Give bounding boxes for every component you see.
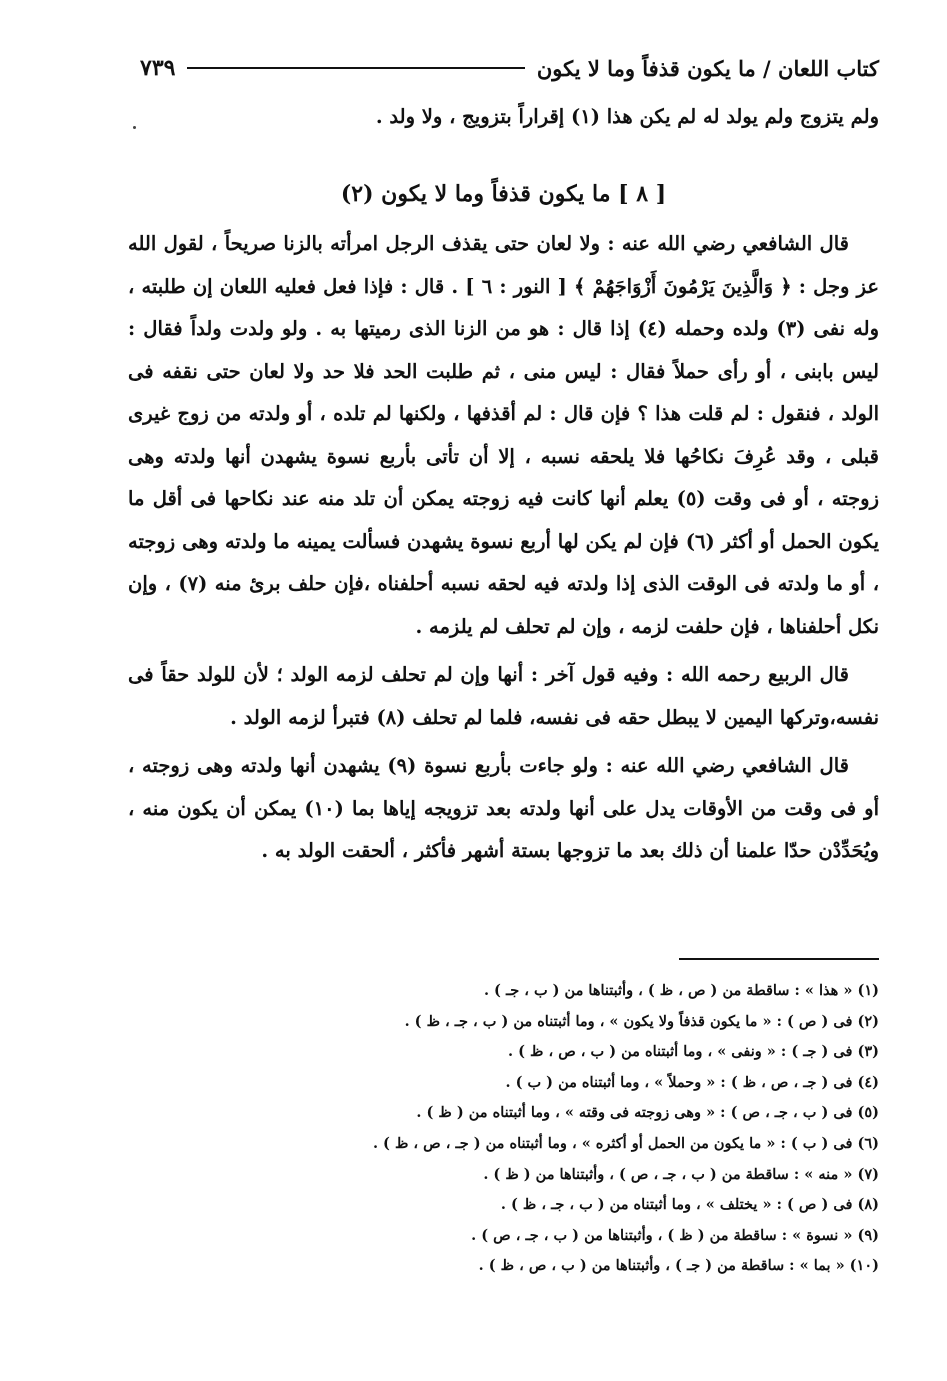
footnote-item: (٤) فى ( جـ ، ص ، ظ ) : « وحملاً » ، وما أثبتناه من ( ب ) . [505,1073,879,1091]
footnote-item: (١) « هذا » : ساقطة من ( ص ، ظ ) ، وأثبتناها من ( ب ، جـ ) . [483,982,879,999]
footnote-item: (٨) فى ( ص ) : « يختلف » ، وما أثبتناه من ( ب ، جـ ، ظ ) . [500,1196,879,1214]
paragraph-shafii-1: قال الشافعي رضي الله عنه : ولا لعان حتى يقذف الرجل امرأته بالزنا صريحاً ، لقول الله عز وجل : ﴿ وَالَّذِينَ يَرْمُونَ أَزْوَاجَهُمْ ﴾ [ النور : ٦ ] . قال : فإذا فعل فعليه اللعان إن طلبته ، وله نفى (٣) ولده وحمله (٤) إذا قال : هو من الزنا الذى رميتها به . ولو ولدت ولداً فقال : ليس بابنى ، أو رأى حملاً فقال : ليس منى ، ثم طلبت الحد فلا حد ولا لعان حتى نقفه فى الولد ، فنقول : لم قلت هذا ؟ فإن قال : لم أقذفها ، ولكنها لم تلده ، أو ولدته من زوج غيرى قبلى ، وقد عُرِفَ نكاحُها فلا يلحقه نسبه ، إلا أن تأتى بأربع نسوة يشهدن أنها ولدته وهى زوجته ، أو فى وقت (٥) يعلم أنها كانت فيه زوجته يمكن أن تلد منه عند نكاحها فى أقل ما يكون الحمل أو أكثر (٦) فإن لم يكن لها أربع نسوة يشهدن فسألت يمينه ما ولدته وهى زوجته ، أو ما ولدته فى الوقت الذى إذا ولدته فيه لحقه نسبه أحلفناه ،فإن حلف برئ منه (٧) ، وإن نكل أحلفناها ، فإن حلفت لزمه ، وإن لم تحلف لم يلزمه . [128,232,879,638]
main-text [128,96,879,873]
paragraph-shafii-2: قال الشافعي رضي الله عنه : ولو جاءت بأربع نسوة (٩) يشهدن أنها ولدته وهى زوجته ، أو فى وقت من الأوقات يدل على أنها ولدته بعد تزويجه إياها بما (١٠) يمكن أن يكون منه ، ويُحَدِّدْن حدّا علمنا أن ذلك بعد ما تزوجها بستة أشهر فأكثر ، ألحقت الولد به . [128,754,879,862]
header-rule [187,67,524,69]
running-header [140,48,879,88]
footnote-item: (٦) فى ( ب ) : « ما يكون من الحمل أو أكثره » ، وما أثبتناه من ( جـ ، ص ، ظ ) . [372,1134,879,1152]
footnote-item: (٥) فى ( ب ، جـ ، ص ) : « وهى زوجته فى وقته » ، وما أثبتناه من ( ظ ) . [416,1104,879,1122]
footnote-item: (١٠) « بما » : ساقطة من ( جـ ) ، وأثبتناها من ( ب ، ص ، ظ ) . [478,1257,879,1275]
footnote-item: (٢) فى ( ص ) : « ما يكون قذفاً ولا يكون » ، وما أثبتناه من ( ب ، جـ ، ظ ) . [404,1012,879,1030]
paragraph-rabi: قال الربيع رحمه الله : وفيه قول آخر : أنها وإن لم تحلف لزمه الولد ؛ لأن للولد حقاً فى نفسه،وتركها اليمين لا يبطل حقه فى نفسه، فلما لم تحلف (٨) فتبرأ لزمه الولد . [128,663,879,729]
page-number: ٧٣٩ [140,55,176,81]
running-title: كتاب اللعان / ما يكون قذفاً وما لا يكون [536,55,879,81]
section-heading: [ ٨ ] ما يكون قذفاً وما لا يكون (٢) [340,180,667,207]
footnotes-list [120,976,879,1282]
lead-line: ولم يتزوج ولم يولد له لم يكن هذا (١) إقراراً بتزويج ، ولا ولد . [375,105,879,128]
footnote-item: (٧) « منه » : ساقطة من ( ب ، جـ ، ص ) ، وأثبتناها من ( ظ ) . [483,1165,879,1183]
footnote-rule [679,958,879,960]
footnote-item: (٣) فى ( جـ ) : « ونفى » ، وما أثبتناه من ( ب ، ص ، ظ ) . [508,1043,879,1061]
footnote-item: (٩) « نسوة » : ساقطة من ( ظ ) ، وأثبتناها من ( ب ، جـ ، ص ) . [471,1226,879,1244]
